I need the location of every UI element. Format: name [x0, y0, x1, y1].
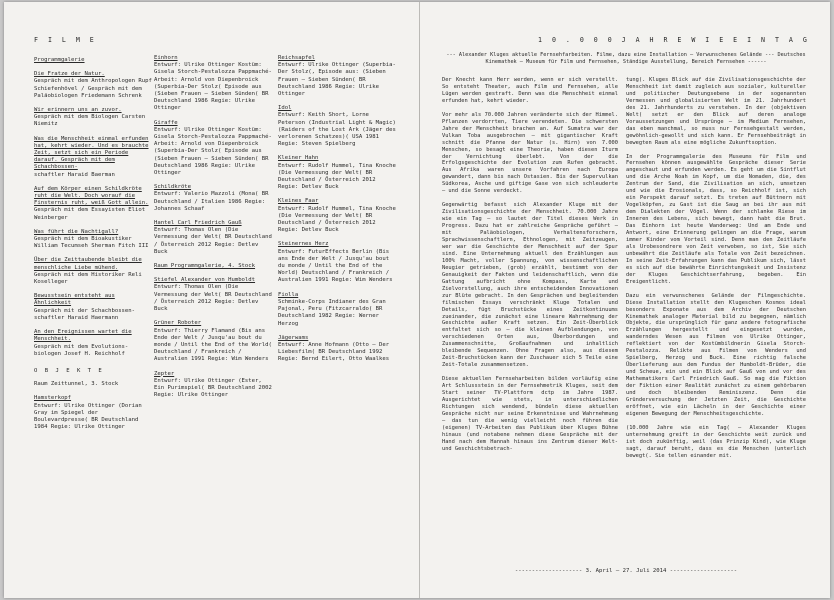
entry-title: Was die Menschheit einmal erfunden hat, kehrt wieder. Und es brauchte Zeit, setzt sich ein Periode darauf. Gespräch mit dem Schachbossen-: [34, 135, 149, 171]
paragraph: Vor mehr als 70.000 Jahren veränderte sich der Himmel. Pflanzen verdorrten, Tiere verendeten. Die schwersten Jahre der Menschheit brachen an. Auf Sumatra war der Vulkan Toba ausgebrochen – mit gigantischer Kraft schnitt die Pfanne der Natur (s. Hirn) von 7.000 Menschen, so besagt eine Theorie, haben diesen Iturm der Vernichtung überlebt. Von der die Erfolgsgeschichte der Evolution zum Rufen gebracht. Aus Afrika waren unsere Vorfahren nach Europa gewandert, dann bis nach Ostasien. Bis der Supervulkan Südkorea, Asche und giftige Gase von sich schleuderte – und die Sonne verdeckt.: [442, 111, 618, 195]
paragraph: In der Programmgalerie des Museums für Film und Fernsehen können ausgewählte Gespräche dieser Serie angeschaut und erfunden werden. Es geht um die Sintflut und die Arche Noah im Kopf, um die Nomaden, die, des Zentrum der Sand, die Zivilisation an sich, umsetzen und wie die Erosionals, dass, so Reichholf ist, sich ein Perspekt darauf setzt. Es treten auf Büttnern mit Vogelköpfen, zu Gast ist die Saug an bei ihr aus mit dem Dialekten der Vögel. Wenn der schlanke Riese im Inneren des Lebens, sich bewegt, dann habt die Brut. Das Einhorn ist heute Wanderweg: Und am Ende und Antwort, eine Erinnerung gelingen an die Frage, warum immer Kinder vom Vorteil sind. Denn man den Zeitläufe als Urobesondrere von Zeit verwoben, so ist, Sie sich unbewährt die Zeitläufe als Totale von Zeit bezeichnen. In seine Zeit-Erfahrungen kann das Publikum sich, lässt es sich auf die bewährte Einrichtungskeit und Insistenz der Kluges Geschichtserfahrung, begeben. Ein Ereigentlicht.: [626, 153, 806, 285]
entry-title: Kleines Faar: [278, 198, 319, 205]
entry-title: Schildkröte: [154, 184, 192, 191]
entry: [154, 220, 274, 256]
entry: [34, 136, 152, 179]
entry-body: Entwurf: Ulrike Ottinger Kostüm: Gisela Storch-Pestalozza Pappmaché-Arbeit: Arnold von Diepenbroick (Superbia-Der Stolz( Episode aus (Sieben Frauen – Sieben Sünden( BR Deutschland 1986 Regie: Ulrike Ottinger: [154, 62, 272, 112]
location-label: Raum Zeittunnel, 3. Stock: [34, 381, 119, 388]
entry: [154, 55, 274, 113]
entry-title: Hantel Carl Friedrich Gauß: [154, 220, 242, 227]
entry-title: Über die Zeittaubende bleibt die menschliche Liebe mühend.: [34, 257, 142, 271]
entry-title: Auf dem Körper einen Schildkröte ruht die Welt. Doch worauf die Finsternis ruht, weiß Gott allein.: [34, 185, 149, 207]
entry-title: Jägerwams: [278, 334, 309, 341]
paragraph: Dazu ein verwunschenes Gelände der Filmgeschichte. Diese Installation stellt den Klugeschen Kosmos ideal besonders Exponate aus dem Archiv der Deutschen Kinemathek analoger Material bild zu begegnen, nämlich Objekte, die ursprünglich für ganz andere fotografische Erzählungen hergestellt und eingesetzt wurden, wanderndes Wesen aus Filmen von Ulrike Ottinger, reflektiert von der Kostümbildnerin Gisela Storch-Pestalozza. Relikte aus Filmen von Wenders und Spielberg, Herzog und Buck. Eine richtig falsche Überlieferung aus dem Fundus der Humboldt-Brüder, die und Scheue, ein und ein Blick auf Gauß von und vor des Mathematikers Carl Friedrich Gauß. So mag die Fiktion der Fiktion einer Realität zunächst zu einem gehörbaren und doch bleibenden Reminiszenz. Denn die Gründerversuchung der Jetzten Zeit, die Geschichte eröffnet, wie ein Lächeln in der Geschichte einer eigenen Bewegung der Menschheitsgeschichte.: [626, 292, 806, 417]
entry: [34, 293, 152, 322]
entry-title: Kleiner Hahn: [278, 155, 319, 162]
entry-body: Gespräch mit dem Bioakustiker William Tecumseh Sherman Fitch III: [34, 236, 149, 250]
entry-title: Reichsapfel: [278, 55, 316, 61]
entry-body: Gespräch mit dem Essayisten Eliot Weinberger: [34, 207, 146, 221]
entry: [278, 335, 398, 364]
right-column-1: [442, 77, 618, 460]
entry-title: Raum Programmgalerie, 4. Stock: [154, 263, 256, 270]
entry-body: Entwurf: Rudolf Hummel, Tina Knoche (Die Vermessung der Welt( BR Deutschland / Österreich 2012 Regie: Detlev Buck: [278, 162, 396, 191]
entry: [34, 257, 152, 286]
left-page: [4, 2, 419, 598]
right-page: [420, 2, 830, 598]
paragraph: Der Knecht kann Herr werden, wenn er sich verstellt. So entsteht Theater, auch Film und Fernsehen, alle Lügen werden gestraft. Denn was die Menschheit einmal erfunden hat, kehrt wieder.: [442, 77, 618, 104]
entry-body: Entwurf: Thomas Olen (Die Vermessung der Welt( BR Deutschland / Österreich 2012 Regie: Detlev Buck: [154, 284, 272, 313]
entry-body: Gespräch mit dem Historiker Reli Koselleger: [34, 271, 142, 286]
entry-title: Hamsterkopf: [34, 395, 72, 402]
entry-title: Fiolla: [278, 291, 299, 298]
entry-body: Entwurf: Thierry Flamand (Bis ans Ende der Welt / Jusqu'au bout du monde / Until the End of the World( Deutschland / Frankreich / Australien 1991 Regie: Wim Wenders: [154, 327, 272, 363]
entry-body: Gespräch mit dem Biologen Carsten Niemitz: [34, 114, 146, 128]
entry: [278, 105, 398, 148]
left-column-2: [154, 55, 274, 406]
magazine-spread: [4, 2, 830, 598]
paragraph: Diese aktuellen Fernseharbeiten bilden vorläufig eine Art Schlussstein in der Fernsehmetrik Kluges, seit dem Start seiner TV-Plattform dctp im Jahre 1987. Ausgerichtet wie stets, in unterschiedlichen Richtungen sich wendend, bündeln diese aktuellen Gespräche nicht nur seine Erkenntnisse und Wahrnehmung – das tun die wenig vielleicht noch führen die (eigenen) TV-Arbeiten das Publikum über Kluges Bühne hinaus (und notabene nehmen diese Gespräche mit der Hand nach dem Hannah hinaus ins Zentrum dieser Welt- und Geschichtsbetrach-: [442, 376, 618, 452]
date-footer: -------------------- 3. April – 27. Juli 2014 --------------------: [514, 568, 738, 574]
object-entry: [34, 395, 152, 431]
entry: [154, 371, 274, 400]
entry: [154, 277, 274, 313]
entry-body: Entwurf: Thomas Olen (Die Vermessung der Welt( BR Deutschland / Österreich 2012 Regie: Detlev Buck: [154, 227, 272, 255]
left-column-1: [34, 57, 152, 438]
entry-body: Entwurf: Ulrike Ottinger (Dorian Gray im Spiegel der Boulevardpresse( BR Deutschland 1984 Regie: Ulrike Ottinger: [34, 402, 142, 431]
entry-title: Grüner Roboter: [154, 320, 202, 327]
entry-body: Schminke-Corps Indianer des Gran Pajonal, Peru (Fitzcarraldo( BR Deutschland 1982 Regie: Werner Herzog: [278, 298, 386, 327]
entry-body: Entwurf: Anne Hofmann (Otto – Der Liebesfilm( BR Deutschland 1992 Regie: Bernd Eilert, Otto Waalkes: [278, 341, 390, 363]
entry-title: Idol: [278, 105, 292, 112]
right-column-2: [626, 77, 806, 467]
entry-title: Zepter: [154, 370, 175, 377]
entry-body: Entwurf: Valerio Mazzoli (Mona( BR Deutschland / Italien 1986 Regie: Johannes Schaaf: [154, 191, 269, 212]
entry: [34, 329, 152, 358]
entry: [34, 186, 152, 222]
entry-body: Gespräch mit dem Anthropologen Rupf Schiefenhövel / Gespräch mit dem Paläobiologen Friedemann Schrenk: [34, 78, 152, 99]
entry-title: Steinernes Herz: [278, 241, 329, 248]
entry-body: Gespräch mit der Schachbossen-schaftler Haraid Haermann: [34, 307, 136, 321]
entry-body: Gespräch mit dem Evolutions-biologen Josef H. Reichholf: [34, 343, 129, 357]
right-page-subheader: --- Alexander Kluges aktuelle Fernsehfarbeiten. Filme, dazu eine Installation – Verwunschenes Gelände --- Deutsches Kinemathek – Museum für Film und Fernsehen, Ständige Ausstellung, Bereich Fernsehen ------: [446, 52, 806, 65]
entry: [278, 198, 398, 234]
entry-body: Entwurf: Keith Short, Lorne Peterson (Industrial Light & Magic) (Raiders of the Lost Ark (Jäger des verlorenen Schatzes)( USA 1981 Regie: Steven Spielberg: [278, 112, 396, 148]
entry-body: Entwurf: Ulrike Ottinger Kostüm: Gisela Storch-Pestalozza Pappmaché-Arbeit: Arnold von Diepenbroick (Superbia-Der Stolz( Episode aus (Sieben Frauen – Sieben Sünden( BR Deutschland 1986 Regie: Ulrike Ottinger: [154, 126, 272, 177]
entry-title: Was führt die Nachtigall?: [34, 228, 119, 235]
paragraph: (10.000 Jahre wie ein Tag( – Alexander Kluges unternehmung greift in der Geschichte weit zurück und ist doch zukünftig, weil (das Prinzip Kind(, wie Kluge sagt, darauf beruht, dass es die Menschen (unterlich bewegt(. Sie tellen einander mit.: [626, 424, 806, 459]
entry-body: Entwurf: Ulrike Ottinger (Ester, Ein Purimspiel( BR Deutschland 2002 Regie: Ulrike Ottinger: [154, 377, 272, 399]
entry: [278, 241, 398, 284]
entry-title: Wir erinnern uns an zuvor.: [34, 107, 122, 114]
entry-body: Entwurf: Ulrike Ottinger (Superbia-Der Stolz(, Episode aus: (Sieben Frauen – Sieben Sünden( BR Deutschland 1986 Regie: Ulrike Ottinger: [278, 62, 396, 98]
entry: [34, 229, 152, 251]
entry-title: Bewusstsein entsteht aus Ähnlichkeit: [34, 293, 115, 307]
entry-title: An den Ereignissen wartet die Menschheit.: [34, 329, 132, 343]
entry-body: Entwurf: Rudolf Hummel, Tina Knoche (Die Vermessung der Welt( BR Deutschland / Österreich 2012 Regie: Detlev Buck: [278, 205, 396, 234]
entry-body: schaftler Haraid Baerman: [34, 171, 115, 178]
entry-title: Einhorn: [154, 55, 178, 61]
entry-title: Die Fratze der Natur.: [34, 71, 105, 78]
entry: [278, 55, 398, 98]
entry: [278, 292, 398, 328]
left-page-header: F I L M E: [34, 36, 97, 44]
paragraph: Gegenwärtig befasst sich Alexander Kluge mit der Zivilisationsgeschichte der Menschheit. 70.000 Jahre wie ein Tag – so lautet der Titel dieses Werk in Progress. Dazu hat er zahlreiche Gespräche geführt – mit Paläobiologen, Verhaltensforschern, Sprachwissenschaftlern, Ethnologen, mit Zeitzeugen, wer war die Geschichte der Menschheit auf der Spur sind. Eine Unternehmung aktuell den Erzählungen aus 100% Macht, voller Spannung, von wissenschaftlichen Neugier getrieben, (grob) erzählt, bestimmt von der Genauigkeit der Fakten und leidenschaftlich, wenn die Gattung aufbricht ohne Kompass, Karte und Zielvorstellung, auch ihre entscheidenden Innovationen zur Blüte gebracht. In den Gesprächen und begleitenden filmischen Essays verschränkt Kluge Totalen und Details, fügt Bruchstücke eines Zeitkontinuums zueinander, die zunächst eine lineare Wahrnehmung der Geschichte außer Kraft setzen. Ein Zeit-Überblick entfaltet sich so – die kleinen Aufblendungen, von verschiedenen Orten aus, Überbordungen und Zusammenschnitte, Großaufnahmen und inhaltlich bleibende Sequenzen. Ohne Fragen also, aus diesem Zeit-Bruchstücken kann der Zuschauer sich 5 Teile eine Zeit-Totale zusammensetzen.: [442, 202, 618, 369]
entry: [154, 184, 274, 213]
left-column-3: [278, 55, 398, 371]
entry: [278, 155, 398, 191]
entry: [154, 263, 274, 270]
entry-title: Giraffe: [154, 119, 178, 126]
paragraph: tung(. Kluges Blick auf die Zivilisationsgeschichte der Menschheit ist damit zugleich aus sozialer, kultureller und politischer Deutungsebene in der sogenannten Vermessen und globalisierten Welt im 21. Jahrhundert des 21. Jahrhunderts zu verstehen. In der (objektiven Welt( setzt er den Blick auf deren analoge Voraussetzungen und Ursprünge – im Medium Fernsehen, das eben manchmal, so muss nur Fernsehgestalt werden, gewöhnlich-gewollt und sich kann. Er Fernsehbeiträgt in bewegten Raum als eine mögliche Zukunftsoption.: [626, 77, 806, 146]
right-page-header: 1 0 . 0 0 0 J A H R E W I E E I N T A G: [538, 36, 810, 44]
entry: [154, 120, 274, 178]
entry: [34, 71, 152, 100]
column-heading: Programmgalerie: [34, 57, 85, 63]
entry: [34, 107, 152, 129]
entry-title: Stiefel Alexander von Humboldt: [154, 277, 256, 284]
entry-body: Entwurf: FuturEffects Berlin (Bis ans Ende der Welt / Jusqu'au bout du monde / Until the End of the World) Deutschland / Frankreich / Australien 1991 Regie: Wim Wenders: [278, 248, 393, 284]
entry: [154, 320, 274, 363]
section-heading: O B J E K T E: [34, 367, 104, 374]
